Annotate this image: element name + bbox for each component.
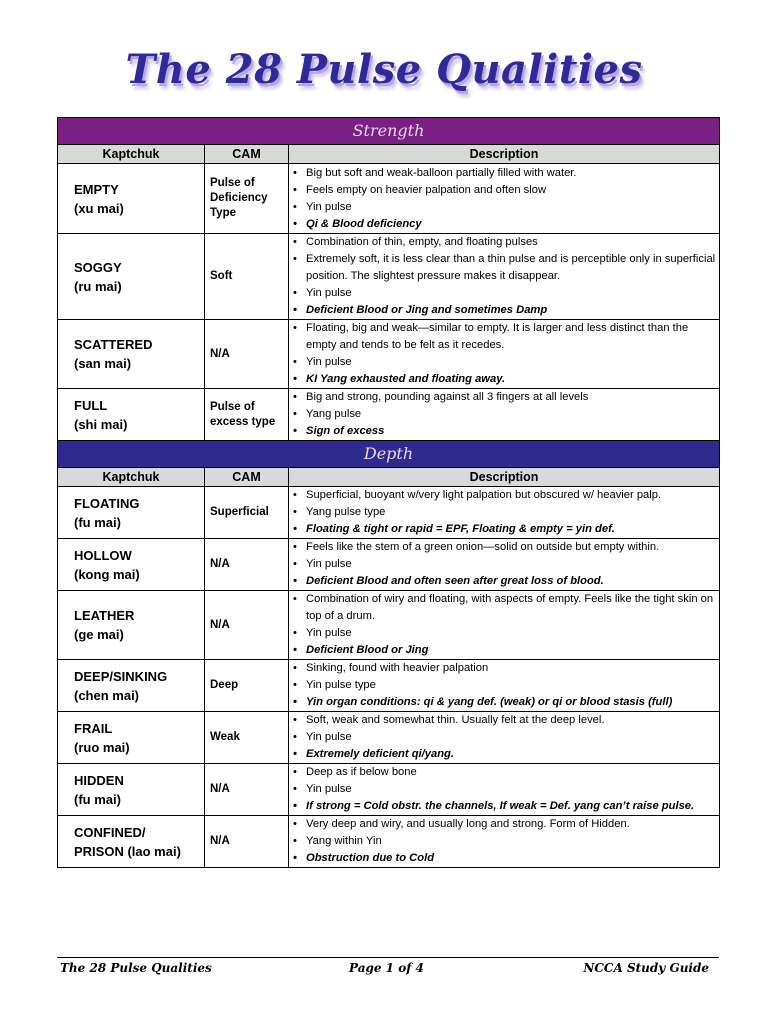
footer-page-number: Page 1 of 4 xyxy=(349,961,424,975)
description-bullet: • Feels like the stem of a green onion—solid on outside but empty within. xyxy=(306,539,719,556)
description-bullet: • Floating, big and weak—similar to empty. It is larger and less distinct than the empty and tends to be felt as it recedes. xyxy=(306,320,719,354)
description-bullet: • Yin pulse xyxy=(306,556,719,573)
description-bullet: • Yin pulse xyxy=(306,625,719,642)
description-bullet: • Yin pulse xyxy=(306,199,719,216)
clinical-significance-bullet: • If strong = Cold obstr. the channels, If weak = Def. yang can’t raise pulse. xyxy=(306,798,719,815)
description-bullet: • Yang pulse xyxy=(306,406,719,423)
pulse-row xyxy=(58,660,720,712)
pulse-table xyxy=(57,117,720,868)
description-bullet: • Big but soft and weak-balloon partially filled with water. xyxy=(306,165,719,182)
description-list xyxy=(289,389,719,440)
pulse-name: LEATHER xyxy=(74,608,135,623)
pulse-row xyxy=(58,487,720,539)
pulse-name-cell xyxy=(58,712,205,764)
description-bullet: • Big and strong, pounding against all 3 fingers at all levels xyxy=(306,389,719,406)
pulse-pinyin: (chen mai) xyxy=(74,687,140,703)
description-bullet: • Feels empty on heavier palpation and often slow xyxy=(306,182,719,199)
clinical-significance-bullet: • Yin organ conditions: qi & yang def. (weak) or qi or blood stasis (full) xyxy=(306,694,719,711)
description-bullet: • Superficial, buoyant w/very light palpation but obscured w/ heavier palp. xyxy=(306,487,719,504)
pulse-name: SCATTERED xyxy=(74,337,153,352)
description-bullet: • Sinking, found with heavier palpation xyxy=(306,660,719,677)
footer-study-guide: NCCA Study Guide xyxy=(583,961,709,975)
pulse-name-cell xyxy=(58,660,205,712)
description-bullet: • Soft, weak and somewhat thin. Usually felt at the deep level. xyxy=(306,712,719,729)
clinical-significance-bullet: • Deficient Blood or Jing xyxy=(306,642,719,659)
pulse-name: SOGGY xyxy=(74,259,122,275)
pulse-name-cell xyxy=(58,539,205,591)
description-list xyxy=(289,539,719,590)
description-cell xyxy=(289,320,720,389)
column-header-description: Description xyxy=(289,145,720,164)
description-cell xyxy=(289,234,720,320)
pulse-row xyxy=(58,320,720,389)
column-header-row-depth xyxy=(58,468,720,487)
description-bullet: • Yin pulse xyxy=(306,781,719,798)
description-bullet: • Combination of wiry and floating, with aspects of empty. Feels like the tight skin on top of a drum. xyxy=(306,591,719,625)
column-header-description: Description xyxy=(289,468,720,487)
pulse-name-cell xyxy=(58,320,205,389)
cam-cell: N/A xyxy=(205,591,289,660)
cam-cell: Pulse of Deficiency Type xyxy=(205,164,289,234)
pulse-pinyin: PRISON (lao mai) xyxy=(74,843,181,859)
pulse-pinyin: (shi mai) xyxy=(74,416,128,432)
pulse-pinyin: (ruo mai) xyxy=(74,739,130,755)
description-bullet: • Yin pulse xyxy=(306,354,719,371)
description-list xyxy=(289,816,719,867)
pulse-name: FLOATING xyxy=(74,495,140,511)
clinical-significance-bullet: • Sign of excess xyxy=(306,423,719,440)
description-cell xyxy=(289,764,720,816)
pulse-name: CONFINED/ xyxy=(74,824,146,840)
column-header-kaptchuk: Kaptchuk xyxy=(58,145,205,164)
column-header-cam: CAM xyxy=(205,145,289,164)
description-cell xyxy=(289,487,720,539)
clinical-significance-bullet: • Deficient Blood or Jing and sometimes Damp xyxy=(306,302,719,319)
clinical-significance-bullet: • Extremely deficient qi/yang. xyxy=(306,746,719,763)
description-list xyxy=(289,487,719,538)
description-bullet: • Deep as if below bone xyxy=(306,764,719,781)
description-list xyxy=(289,234,719,319)
pulse-row xyxy=(58,234,720,320)
cam-cell: Soft xyxy=(205,234,289,320)
cam-cell: N/A xyxy=(205,539,289,591)
pulse-row xyxy=(58,712,720,764)
description-list xyxy=(289,320,719,388)
pulse-name-cell xyxy=(58,487,205,539)
pulse-row xyxy=(58,764,720,816)
pulse-name: FRAIL xyxy=(74,720,113,736)
pulse-row xyxy=(58,164,720,234)
pulse-name: FULL xyxy=(74,397,108,413)
pulse-pinyin: (ge mai) xyxy=(74,627,124,642)
pulse-row xyxy=(58,539,720,591)
description-list xyxy=(289,712,719,763)
pulse-pinyin: (xu mai) xyxy=(74,200,124,216)
description-bullet: • Yang within Yin xyxy=(306,833,719,850)
section-title-depth: Depth xyxy=(363,444,414,463)
description-cell xyxy=(289,539,720,591)
pulse-row xyxy=(58,816,720,868)
cam-cell: N/A xyxy=(205,816,289,868)
pulse-pinyin: (ru mai) xyxy=(74,278,122,294)
description-bullet: • Yin pulse xyxy=(306,285,719,302)
column-header-kaptchuk: Kaptchuk xyxy=(58,468,205,487)
description-bullet: • Yin pulse xyxy=(306,729,719,746)
clinical-significance-bullet: • KI Yang exhausted and floating away. xyxy=(306,371,719,388)
pulse-name: EMPTY xyxy=(74,181,119,197)
pulse-name-cell xyxy=(58,389,205,441)
description-cell xyxy=(289,389,720,441)
pulse-pinyin: (san mai) xyxy=(74,356,132,371)
column-header-cam: CAM xyxy=(205,468,289,487)
description-list xyxy=(289,764,719,815)
description-cell xyxy=(289,164,720,234)
description-cell xyxy=(289,712,720,764)
description-list xyxy=(289,591,719,659)
description-cell xyxy=(289,591,720,660)
pulse-name-cell xyxy=(58,816,205,868)
description-cell xyxy=(289,660,720,712)
section-title-strength: Strength xyxy=(352,121,425,140)
cam-cell: Pulse of excess type xyxy=(205,389,289,441)
description-cell xyxy=(289,816,720,868)
description-bullet: • Yang pulse type xyxy=(306,504,719,521)
column-header-row-strength xyxy=(58,145,720,164)
description-list xyxy=(289,660,719,711)
pulse-name: HIDDEN xyxy=(74,772,124,788)
section-header-strength xyxy=(58,118,720,145)
description-bullet: • Combination of thin, empty, and floating pulses xyxy=(306,234,719,251)
section-header-depth xyxy=(58,441,720,468)
cam-cell: Weak xyxy=(205,712,289,764)
clinical-significance-bullet: • Obstruction due to Cold xyxy=(306,850,719,867)
description-list xyxy=(289,165,719,233)
pulse-name-cell xyxy=(58,164,205,234)
pulse-name-cell xyxy=(58,234,205,320)
pulse-pinyin: (fu mai) xyxy=(74,514,121,530)
page-title: The 28 Pulse Qualities xyxy=(125,46,643,93)
description-bullet: • Extremely soft, it is less clear than a thin pulse and is perceptible only in superficial position. The slightest pressure makes it disappear. xyxy=(306,251,719,285)
pulse-name-cell xyxy=(58,764,205,816)
footer-doc-title: The 28 Pulse Qualities xyxy=(60,961,212,975)
description-bullet: • Very deep and wiry, and usually long and strong. Form of Hidden. xyxy=(306,816,719,833)
pulse-row xyxy=(58,389,720,441)
pulse-pinyin: (kong mai) xyxy=(74,566,140,582)
cam-cell: Superficial xyxy=(205,487,289,539)
description-bullet: • Yin pulse type xyxy=(306,677,719,694)
pulse-name-cell xyxy=(58,591,205,660)
footer-rule xyxy=(57,957,719,958)
cam-cell: N/A xyxy=(205,764,289,816)
pulse-name: HOLLOW xyxy=(74,547,132,563)
pulse-pinyin: (fu mai) xyxy=(74,791,121,807)
cam-cell: Deep xyxy=(205,660,289,712)
cam-cell: N/A xyxy=(205,320,289,389)
clinical-significance-bullet: • Deficient Blood and often seen after great loss of blood. xyxy=(306,573,719,590)
clinical-significance-bullet: • Qi & Blood deficiency xyxy=(306,216,719,233)
clinical-significance-bullet: • Floating & tight or rapid = EPF, Floating & empty = yin def. xyxy=(306,521,719,538)
pulse-name: DEEP/SINKING xyxy=(74,668,168,684)
pulse-row xyxy=(58,591,720,660)
